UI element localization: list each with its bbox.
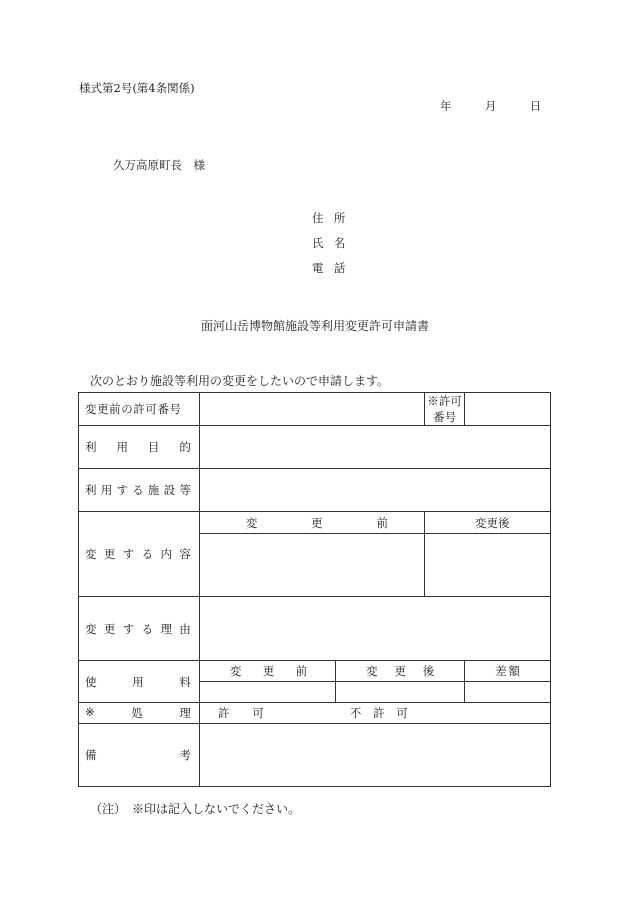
- facility-row: [79, 469, 551, 512]
- fee-header-row: [79, 661, 551, 682]
- phone-label: 電話: [312, 261, 356, 275]
- change-before-field[interactable]: [199, 534, 424, 597]
- footnote: （注） ※印は記入しないでください。: [90, 802, 301, 816]
- fee-after-field[interactable]: [336, 682, 465, 703]
- change-after-field[interactable]: [424, 534, 550, 597]
- processing-label: ※ 処 理: [79, 703, 200, 724]
- change-before-header: 変 更 前: [199, 512, 424, 534]
- permit-number-before-label: 変更前の許可番号: [79, 393, 200, 426]
- fee-diff-header: 差 額: [465, 661, 551, 682]
- addressee: 久万高原町長 様: [113, 158, 205, 172]
- purpose-label: 利 用 目 的: [79, 426, 200, 469]
- permit-number-row: [79, 393, 551, 426]
- change-content-label: 変 更 す る 内 容: [79, 512, 200, 597]
- change-reason-row: [79, 597, 551, 661]
- facility-label: 利 用 す る 施 設 等: [79, 469, 200, 512]
- permit-option[interactable]: 許 可: [217, 706, 264, 720]
- intro-text: 次のとおり施設等利用の変更をしたいので申請します。: [90, 374, 390, 388]
- date-day-label: 日: [529, 99, 542, 113]
- address-label: 住所: [312, 211, 356, 225]
- processing-options: [199, 703, 550, 724]
- name-label: 氏名: [312, 236, 356, 250]
- purpose-field[interactable]: [199, 426, 550, 469]
- change-reason-label: 変 更 す る 理 由: [79, 597, 200, 661]
- deny-option[interactable]: 不 許 可: [349, 706, 408, 720]
- permit-number-label: ※許可番号: [424, 393, 464, 426]
- change-after-header: 変 更 後: [424, 512, 550, 534]
- purpose-row: [79, 426, 551, 469]
- application-form-table: [78, 392, 551, 787]
- applicant-fields: [312, 210, 356, 285]
- remarks-field[interactable]: [199, 724, 550, 787]
- date-line: [440, 98, 541, 114]
- fee-diff-field[interactable]: [465, 682, 551, 703]
- form-number: 様式第2号(第4条関係): [79, 81, 195, 95]
- change-reason-field[interactable]: [199, 597, 550, 661]
- facility-field[interactable]: [199, 469, 550, 512]
- fee-before-field[interactable]: [199, 682, 335, 703]
- change-content-header-row: [79, 512, 551, 534]
- fee-label: 使 用 料: [79, 661, 200, 703]
- fee-before-header: 変 更 前: [199, 661, 335, 682]
- processing-row: [79, 703, 551, 724]
- remarks-label: 備 考: [79, 724, 200, 787]
- permit-number-field[interactable]: [465, 393, 551, 426]
- date-month-label: 月: [484, 99, 497, 113]
- fee-after-header: 変 更 後: [336, 661, 465, 682]
- date-year-label: 年: [440, 99, 452, 113]
- permit-number-before-field[interactable]: [199, 393, 424, 426]
- document-title: 面河山岳博物館施設等利用変更許可申請書: [200, 319, 429, 333]
- remarks-row: [79, 724, 551, 787]
